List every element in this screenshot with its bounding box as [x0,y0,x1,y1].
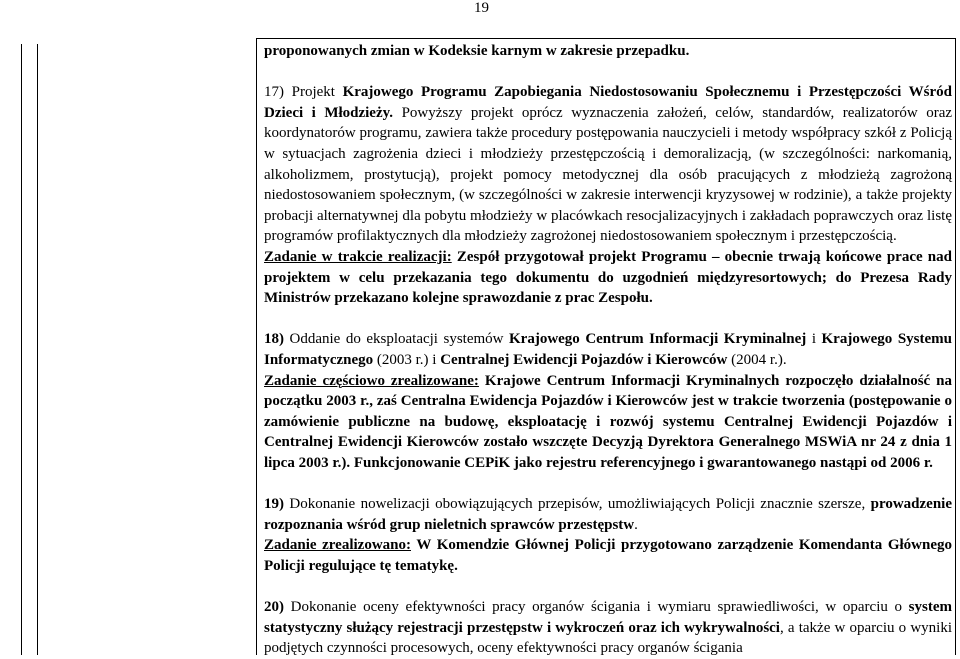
item-17-status-text: Zespół przygotował projekt Programu – obecnie trwają końcowe prace nad projektem w celu przekazania tego dokumentu do uzgodnień międzyresortowych; do Prezesa Rady Ministrów przekazano kolejne sprawozdanie z prac Zespołu. [264,248,952,307]
item-18-number: 18) [264,331,284,348]
item-18-status [264,373,952,471]
column-rule-right [955,38,956,655]
item-18-text-2: i [806,331,822,348]
item-18-status-text: Krajowe Centrum Informacji Kryminalnych rozpoczęło działalność na początku 2003 r., zaś Centralna Ewidencja Pojazdów i Kierowców jest w trakcie tworzenia (postępowanie o zamówienie publiczne na budowę, eksploatację i rozwój systemu Centralnej Ewidencji Pojazdów i Centralnej Ewidencji Kierowców zostało wszczęte Decyzją Dyrektora Generalnego MSWiA nr 24 z dnia 1 lipca 2003 r.). Funkcjonowanie CEPiK jako rejestru referencyjnego i gwarantowanego nastąpi od 2006 r. [264,372,952,471]
item-19-status [264,537,952,574]
intro-paragraph [264,41,952,62]
intro-line: proponowanych zmian w Kodeksie karnym w zakresie przepadku. [264,43,690,59]
item-18-text: Oddanie do eksploatacji systemów [284,331,509,348]
item-20-number: 20) [264,599,284,616]
item-19-status-label: Zadanie zrealizowano: [264,537,411,554]
item-19 [264,494,952,576]
page-number: 19 [474,0,489,16]
item-19-text-2: . [634,516,638,533]
margin-rule-1 [21,44,22,655]
item-20-text: Dokonanie oceny efektywności pracy organów ścigania i wymiaru sprawiedliwości, w oparciu o [284,599,909,616]
item-17-title: Krajowego Programu Zapobiegania Niedostosowaniu Społecznemu i Przestępczości Wśród Dzieci i Młodzieży. [264,84,952,121]
item-19-status-text: W Komendzie Głównej Policji przygotowano zarządzenie Komendanta Głównego Policji regulujące tę tematykę. [264,537,952,574]
column-rule-left [256,38,257,655]
item-17-description: Powyższy projekt oprócz wyznaczenia założeń, celów, standardów, realizatorów oraz koordynatorów programu, zawiera także procedury postępowania nauczycieli i metody współpracy szkół z Policją w sytuacjach zagrożenia dzieci i młodzieży przestępczością i demoralizacją, (w szczególności: narkomanią, alkoholizmem, prostytucją), projekt pomocy metodycznej dla osób pracujących z młodzieżą zagrożoną niedostosowaniem społecznym, (w szczególności w zakresie interwencji kryzysowej w rodzinie), a także projekty probacji alternatywnej dla pobytu młodzieży w placówkach resocjalizacyjnych i zakładach poprawczych oraz listę programów profilaktycznych dla młodzieży zagrożonej niedostosowaniem społecznym i przestępczością. [264,104,953,245]
item-18-status-label: Zadanie częściowo zrealizowane: [264,372,479,389]
margin-rule-2 [37,44,38,655]
item-18-text-4: (2004 r.). [727,351,787,368]
item-17 [264,82,952,309]
item-18-system-2: Krajowego Systemu Informatycznego [264,331,952,368]
item-20 [264,597,952,659]
item-17-text: Projekt [284,84,343,101]
item-20-title: system statystyczny służący rejestracji przestępstw i wykroczeń oraz ich wykrywalności [264,599,952,636]
item-18-system-3: Centralnej Ewidencji Pojazdów i Kierowców [440,351,728,368]
item-17-status-label: Zadanie w trakcie realizacji: [264,248,452,265]
item-17-number: 17) [264,84,284,101]
item-20-text-2: , a także w oparciu o wyniki podjętych czynności procesowych, oceny efektywności pracy organów ścigania [264,619,952,657]
top-rule [256,38,956,39]
document-body [264,41,952,659]
item-19-title: prowadzenie rozpoznania wśród grup nieletnich sprawców przestępstw [264,496,952,533]
item-17-status [264,249,952,306]
item-18-text-3: (2003 r.) i [373,351,441,368]
item-18-system-1: Krajowego Centrum Informacji Kryminalnej [509,331,807,348]
item-19-text: Dokonanie nowelizacji obowiązujących przepisów, umożliwiających Policji znacznie szersze, [284,496,871,513]
item-18 [264,329,952,473]
item-19-number: 19) [264,496,284,513]
